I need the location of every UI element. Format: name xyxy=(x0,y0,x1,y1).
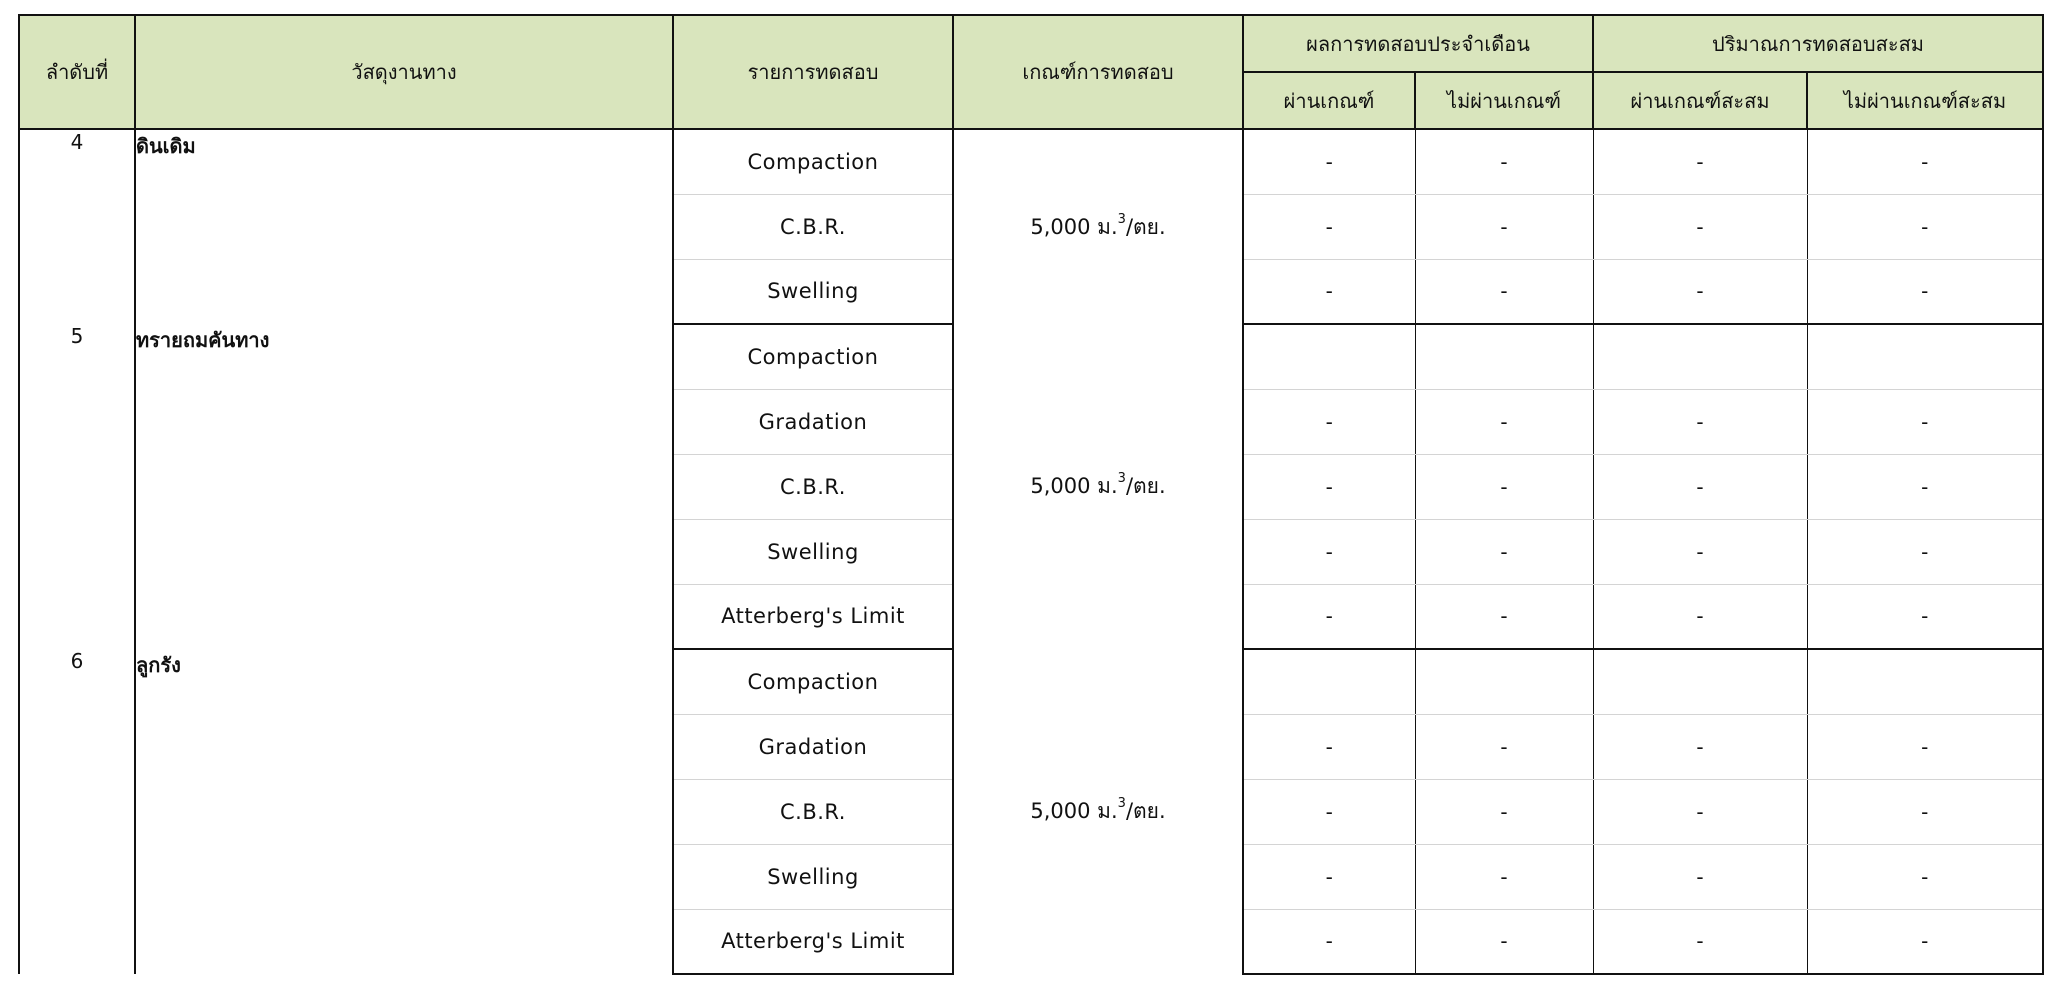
fail-cell: - xyxy=(1415,129,1593,194)
test-item: Compaction xyxy=(673,129,953,194)
header-pass: ผ่านเกณฑ์ xyxy=(1243,72,1415,129)
fail-cumulative-cell: - xyxy=(1807,714,2043,779)
test-item: C.B.R. xyxy=(673,779,953,844)
fail-cell: - xyxy=(1415,844,1593,909)
pass-cumulative-cell: - xyxy=(1593,909,1807,974)
pass-cumulative-cell: - xyxy=(1593,259,1807,324)
criteria-value: 5,000 ม. xyxy=(1030,474,1118,498)
test-item: Swelling xyxy=(673,519,953,584)
fail-cell: - xyxy=(1415,389,1593,454)
pass-cumulative-cell: - xyxy=(1593,844,1807,909)
fail-cumulative-cell xyxy=(1807,649,2043,714)
pass-cell xyxy=(1243,324,1415,389)
material-name: ลูกรัง xyxy=(135,649,673,974)
header-criteria: เกณฑ์การทดสอบ xyxy=(953,15,1243,129)
pass-cumulative-cell: - xyxy=(1593,779,1807,844)
pass-cell: - xyxy=(1243,909,1415,974)
table-row xyxy=(19,324,2043,389)
fail-cumulative-cell: - xyxy=(1807,844,2043,909)
pass-cumulative-cell: - xyxy=(1593,389,1807,454)
row-number: 6 xyxy=(19,649,135,974)
fail-cumulative-cell: - xyxy=(1807,454,2043,519)
pass-cell xyxy=(1243,649,1415,714)
test-item: Compaction xyxy=(673,324,953,389)
fail-cumulative-cell: - xyxy=(1807,584,2043,649)
fail-cell: - xyxy=(1415,714,1593,779)
pass-cell: - xyxy=(1243,389,1415,454)
row-number: 4 xyxy=(19,129,135,324)
pass-cumulative-cell xyxy=(1593,324,1807,389)
test-item: Swelling xyxy=(673,844,953,909)
test-item: C.B.R. xyxy=(673,194,953,259)
pass-cumulative-cell: - xyxy=(1593,454,1807,519)
header-material: วัสดุงานทาง xyxy=(135,15,673,129)
header-cumulative: ปริมาณการทดสอบสะสม xyxy=(1593,15,2043,72)
header-fail-cumulative: ไม่ผ่านเกณฑ์สะสม xyxy=(1807,72,2043,129)
pass-cumulative-cell: - xyxy=(1593,129,1807,194)
header-monthly-result: ผลการทดสอบประจำเดือน xyxy=(1243,15,1593,72)
pass-cumulative-cell: - xyxy=(1593,519,1807,584)
fail-cumulative-cell: - xyxy=(1807,909,2043,974)
fail-cumulative-cell: - xyxy=(1807,389,2043,454)
fail-cumulative-cell: - xyxy=(1807,129,2043,194)
fail-cumulative-cell: - xyxy=(1807,779,2043,844)
test-item: Atterberg's Limit xyxy=(673,584,953,649)
criteria-suffix: /ตย. xyxy=(1125,474,1166,498)
criteria-cell xyxy=(953,129,1243,324)
test-item: Gradation xyxy=(673,389,953,454)
fail-cumulative-cell xyxy=(1807,324,2043,389)
fail-cell: - xyxy=(1415,454,1593,519)
table-body xyxy=(19,129,2043,974)
criteria-suffix: /ตย. xyxy=(1125,799,1166,823)
table-row xyxy=(19,129,2043,194)
criteria-value: 5,000 ม. xyxy=(1030,214,1118,239)
pass-cell: - xyxy=(1243,454,1415,519)
table-row xyxy=(19,649,2043,714)
header-fail: ไม่ผ่านเกณฑ์ xyxy=(1415,72,1593,129)
test-item: C.B.R. xyxy=(673,454,953,519)
test-item: Swelling xyxy=(673,259,953,324)
pass-cumulative-cell: - xyxy=(1593,194,1807,259)
fail-cumulative-cell: - xyxy=(1807,519,2043,584)
material-name: ดินเดิม xyxy=(135,129,673,324)
fail-cell xyxy=(1415,649,1593,714)
fail-cell: - xyxy=(1415,519,1593,584)
material-name: ทรายถมคันทาง xyxy=(135,324,673,649)
criteria-suffix: /ตย. xyxy=(1125,214,1166,239)
pass-cell: - xyxy=(1243,129,1415,194)
criteria-superscript: 3 xyxy=(1117,796,1126,811)
row-number: 5 xyxy=(19,324,135,649)
pass-cell: - xyxy=(1243,519,1415,584)
pass-cell: - xyxy=(1243,844,1415,909)
pass-cumulative-cell: - xyxy=(1593,584,1807,649)
criteria-value: 5,000 ม. xyxy=(1030,799,1118,823)
pass-cell: - xyxy=(1243,259,1415,324)
fail-cell xyxy=(1415,324,1593,389)
fail-cell: - xyxy=(1415,194,1593,259)
pass-cell: - xyxy=(1243,714,1415,779)
test-results-table xyxy=(18,14,2044,975)
test-item: Compaction xyxy=(673,649,953,714)
fail-cell: - xyxy=(1415,584,1593,649)
test-item: Gradation xyxy=(673,714,953,779)
test-item: Atterberg's Limit xyxy=(673,909,953,974)
pass-cell: - xyxy=(1243,584,1415,649)
fail-cumulative-cell: - xyxy=(1807,194,2043,259)
criteria-superscript: 3 xyxy=(1117,471,1126,486)
header-pass-cumulative: ผ่านเกณฑ์สะสม xyxy=(1593,72,1807,129)
criteria-superscript: 3 xyxy=(1117,211,1126,227)
criteria-cell xyxy=(953,649,1243,974)
header-test-item: รายการทดสอบ xyxy=(673,15,953,129)
fail-cumulative-cell: - xyxy=(1807,259,2043,324)
fail-cell: - xyxy=(1415,259,1593,324)
fail-cell: - xyxy=(1415,909,1593,974)
header-no: ลำดับที่ xyxy=(19,15,135,129)
pass-cell: - xyxy=(1243,194,1415,259)
fail-cell: - xyxy=(1415,779,1593,844)
pass-cell: - xyxy=(1243,779,1415,844)
pass-cumulative-cell: - xyxy=(1593,714,1807,779)
pass-cumulative-cell xyxy=(1593,649,1807,714)
criteria-cell xyxy=(953,324,1243,649)
